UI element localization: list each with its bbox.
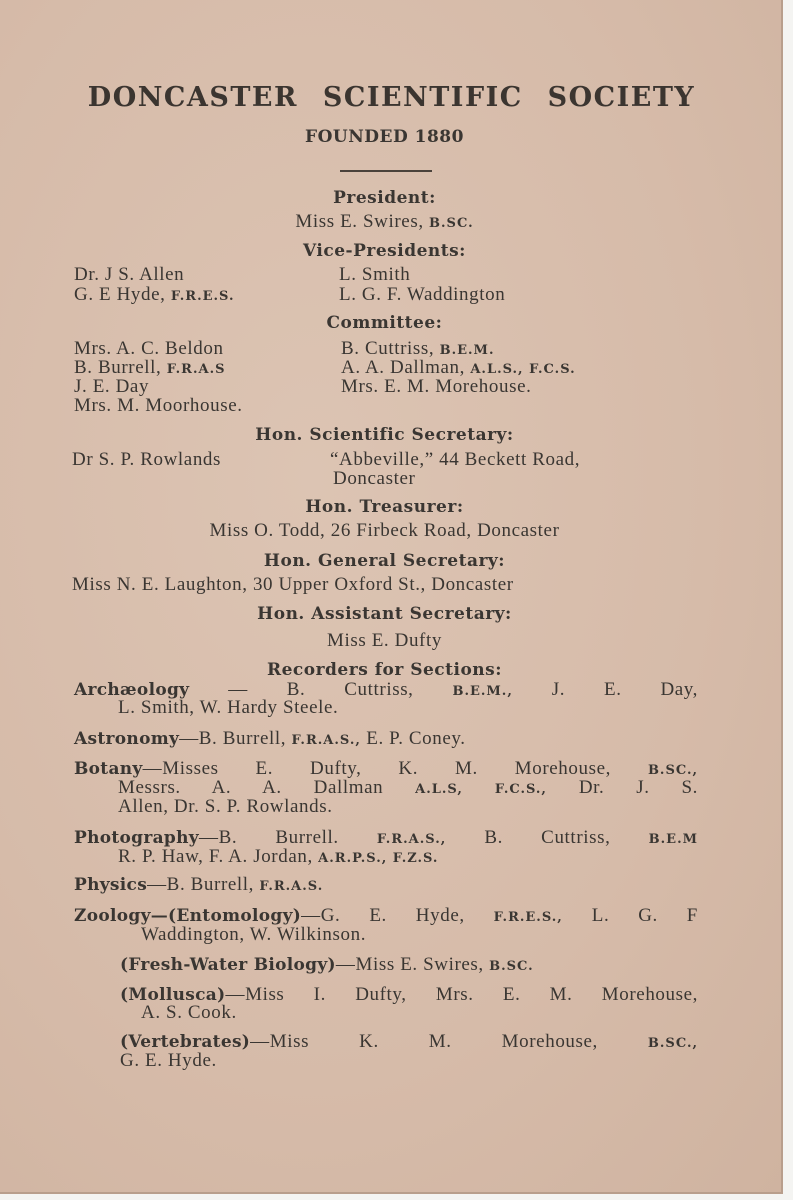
mollusca-line2: A. S. Cook.	[141, 1002, 237, 1023]
botany-degree2: A.L.S, F.C.S.,	[415, 782, 547, 797]
astronomy-line	[74, 728, 466, 750]
freshwater-names: —Miss E. Swires,	[335, 954, 484, 975]
treasurer-line: Miss O. Todd, 26 Firbeck Road, Doncaster	[209, 520, 560, 541]
botany-degree: B.SC.,	[647, 763, 699, 778]
physics-degree: F.R.A.S.	[259, 879, 324, 894]
vertebrates-degree: B.SC.,	[647, 1036, 698, 1051]
committee-a3: J. E. Day	[74, 376, 150, 397]
freshwater-line	[120, 954, 534, 976]
vp-col1-row2	[74, 284, 235, 306]
freshwater-degree: B.SC.	[489, 959, 534, 974]
photography-degree-b: B.E.M	[648, 832, 698, 847]
astronomy-names: —B. Burrell,	[179, 728, 287, 749]
sci-secretary-name: Dr S. P. Rowlands	[72, 449, 222, 470]
physics-label: Physics	[74, 875, 148, 895]
physics-line	[74, 874, 323, 896]
committee-a4: Mrs. M. Moorhouse.	[74, 395, 243, 416]
vp-col1-row2-degree: F.R.E.S.	[170, 289, 235, 304]
founded-line: FOUNDED 1880	[305, 127, 464, 147]
astronomy-label: Astronomy	[74, 729, 180, 749]
mollusca-names: —Miss I. Dufty, Mrs. E. M. Morehouse,	[225, 984, 698, 1005]
photography-line2	[118, 846, 438, 868]
sci-secretary-heading: Hon. Scientific Secretary:	[255, 425, 514, 445]
zoology-names-b: L. G. F	[591, 905, 698, 926]
sci-secretary-address1: “Abbeville,” 44 Beckett Road,	[330, 449, 581, 470]
zoology-line2: Waddington, W. Wilkinson.	[141, 924, 367, 945]
freshwater-label: (Fresh-Water Biology)	[120, 955, 336, 975]
society-title: DONCASTER SCIENTIFIC SOCIETY	[87, 82, 696, 113]
president-degree: B.SC.	[429, 216, 474, 231]
gen-secretary-line: Miss N. E. Laughton, 30 Upper Oxford St., Doncaster	[72, 574, 514, 595]
president-line	[0, 211, 769, 233]
vp-col1-row2-name: G. E Hyde,	[74, 284, 166, 305]
photography-names: —B. Burrell.	[198, 827, 339, 848]
archaeology-degree: B.E.M.,	[452, 684, 513, 699]
astronomy-names-b: E. P. Coney.	[366, 728, 466, 749]
committee-a2-degree: F.R.A.S	[166, 362, 226, 377]
zoology-names: —G. E. Hyde,	[301, 905, 465, 926]
sci-secretary-address2: Doncaster	[333, 468, 416, 489]
botany-names2b: Dr. J. S.	[578, 777, 698, 798]
botany-label: Botany	[74, 759, 143, 779]
asst-secretary-heading: Hon. Assistant Secretary:	[257, 604, 512, 624]
committee-heading: Committee:	[326, 313, 443, 333]
physics-names: —B. Burrell,	[147, 874, 255, 895]
archaeology-label: Archæology	[74, 680, 190, 700]
photography-names-b: B. Cuttriss,	[484, 827, 611, 848]
photography-degree: F.R.A.S.,	[376, 832, 447, 847]
committee-a1: Mrs. A. C. Beldon	[74, 338, 224, 359]
photography-names2: R. P. Haw, F. A. Jordan,	[118, 846, 313, 867]
astronomy-degree: F.R.A.S.,	[291, 733, 361, 748]
botany-names2: Messrs. A. A. Dallman	[118, 777, 384, 798]
asst-secretary-line: Miss E. Dufty	[327, 630, 442, 651]
president-name: Miss E. Swires,	[295, 211, 424, 232]
mollusca-label: (Mollusca)	[120, 985, 226, 1005]
botany-names: —Misses E. Dufty, K. M. Morehouse,	[142, 758, 611, 779]
divider-rule	[340, 170, 432, 172]
vice-presidents-heading: Vice-Presidents:	[303, 241, 466, 261]
photography-label: Photography	[74, 828, 199, 848]
archaeology-line2: L. Smith, W. Hardy Steele.	[118, 697, 339, 718]
treasurer-heading: Hon. Treasurer:	[305, 497, 464, 517]
gen-secretary-heading: Hon. General Secretary:	[263, 551, 506, 571]
zoology-degree: F.R.E.S.,	[493, 910, 563, 925]
committee-b1-degree: B.E.M.	[439, 343, 495, 358]
zoology-label: Zoology—(Entomology)	[74, 906, 302, 926]
botany-line3: Allen, Dr. S. P. Rowlands.	[118, 796, 333, 817]
president-heading: President:	[333, 188, 436, 208]
vp-col2-row1: L. Smith	[339, 264, 411, 285]
archaeology-names-b: J. E. Day,	[551, 679, 699, 700]
committee-b2-degree: A.L.S., F.C.S.	[470, 362, 576, 377]
committee-b2-name: A. A. Dallman,	[341, 357, 465, 378]
vp-col2-row2: L. G. F. Waddington	[339, 284, 506, 305]
recorders-heading: Recorders for Sections:	[266, 660, 503, 680]
vertebrates-label: (Vertebrates)	[120, 1032, 251, 1052]
archaeology-names: — B. Cuttriss,	[228, 679, 414, 700]
photography-degree2: A.R.P.S., F.Z.S.	[318, 851, 439, 866]
committee-b1-name: B. Cuttriss,	[341, 338, 435, 359]
vertebrates-names: —Miss K. M. Morehouse,	[250, 1031, 598, 1052]
committee-b3: Mrs. E. M. Morehouse.	[341, 376, 532, 397]
vertebrates-line2: G. E. Hyde.	[120, 1050, 217, 1071]
vp-col1-row1: Dr. J S. Allen	[74, 264, 185, 285]
committee-a2-name: B. Burrell,	[74, 357, 162, 378]
